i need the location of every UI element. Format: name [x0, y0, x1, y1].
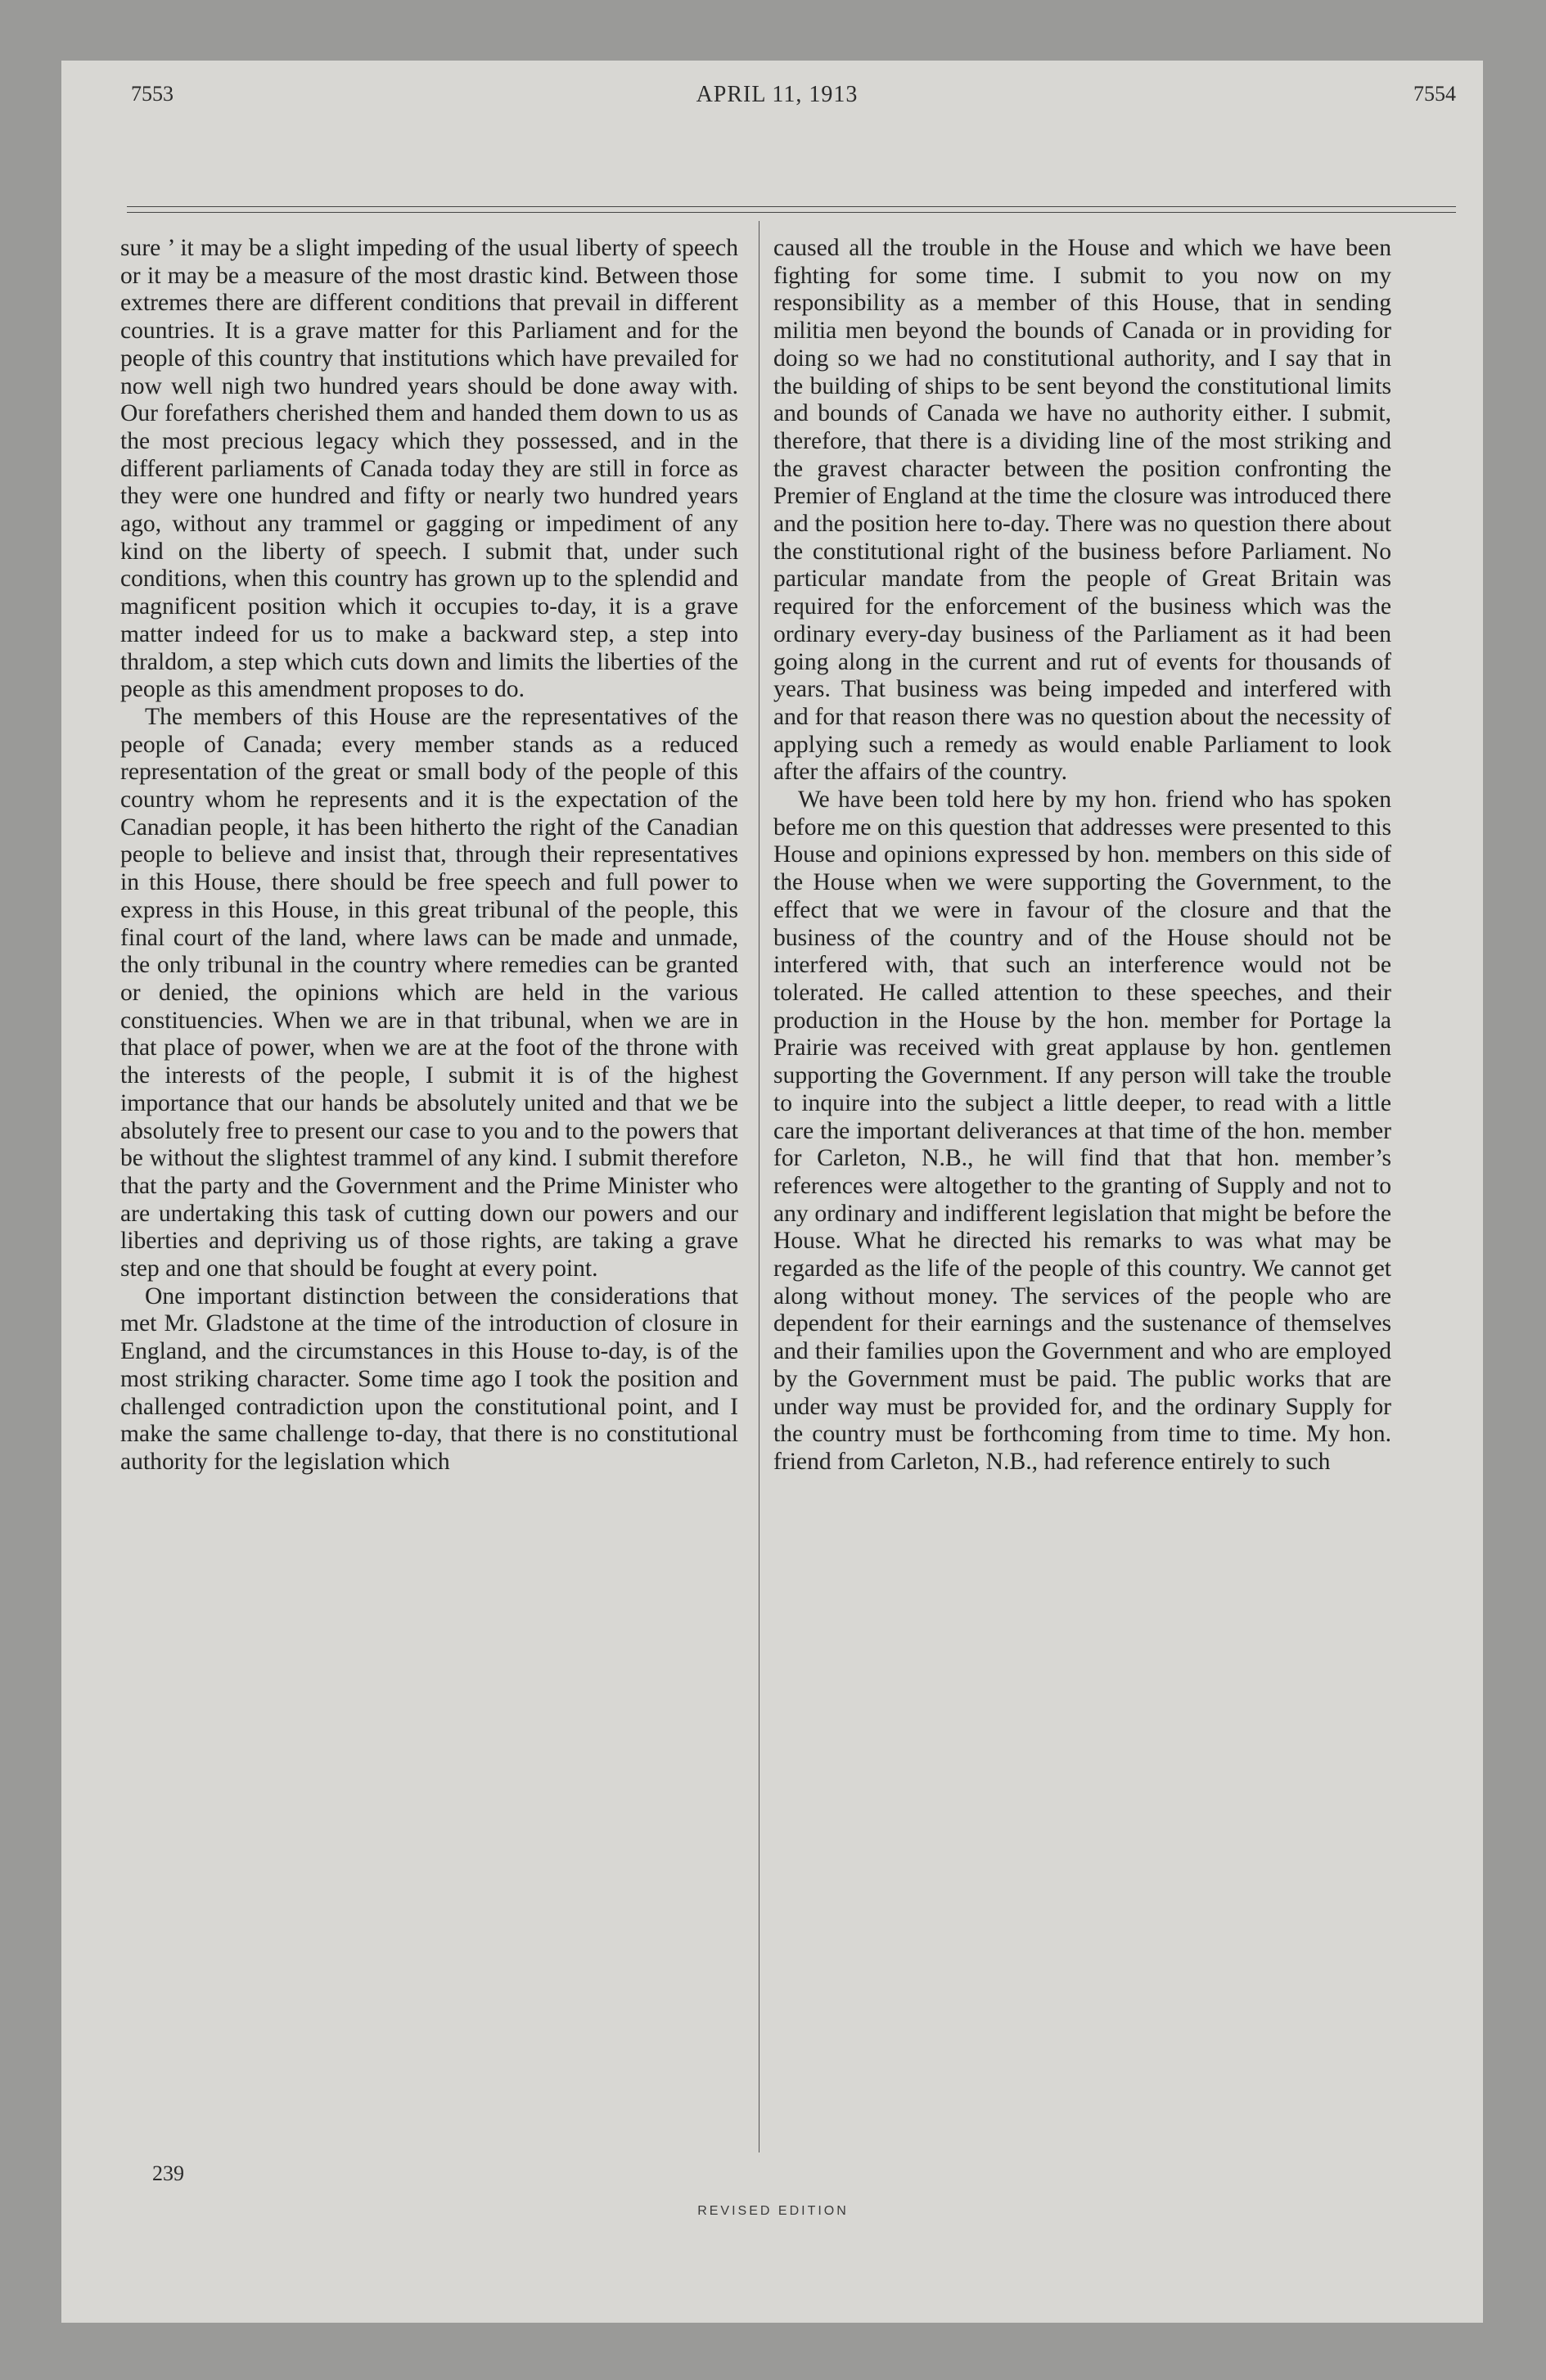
page-number-left: 7553 [131, 82, 174, 106]
left-column [120, 235, 738, 1476]
left-paragraph-2: The members of this House are the representatives of the people of Canada; every member stands as a reduced representation of the great or small body of the people of this country whom he represents and it is the expectation of the Canadian people, it has been hitherto the right of the Canadian people to believe and insist that, through their representatives in this House, there should be free speech and full power to express in this House, in this great tribunal of the people, this final court of the land, where laws can be made and unmade, the only tribunal in the country where remedies can be granted or denied, the opinions which are held in the various constituencies. When we are in that tribunal, when we are in that place of power, when we are at the foot of the throne with the interests of the people, I submit it is of the highest importance that our hands be absolutely united and that we be absolutely free to present our case to you and to the powers that be without the slightest trammel of any kind. I submit therefore that the party and the Government and the Prime Minister who are undertaking this task of cutting down our powers and our liberties and depriving us of those rights, are taking a grave step and one that should be fought at every point. [120, 703, 738, 1282]
signature-mark: 239 [152, 2161, 184, 2185]
left-paragraph-3: One important distinction between the considerations that met Mr. Gladstone at the time of the introduction of closure in England, and the circumstances in this House to-day, is of the most striking character. Some time ago I took the position and challenged contradiction upon the constitutional point, and I make the same challenge to-day, that there is no constitutional authority for the legislation which [120, 1282, 738, 1475]
left-paragraph-1: sure ’ it may be a slight impeding of the usual liberty of speech or it may be a measure of the most drastic kind. Between those extremes there are different conditions that prevail in different countries. It is a grave matter for this Parliament and for the people of this country that institutions which have prevailed for now well nigh two hundred years should be done away with. Our forefathers cherished them and handed them down to us as the most precious legacy which they possessed, and in the different parliaments of Canada today they are still in force as they were one hundred and fifty or nearly two hundred years ago, without any trammel or gagging or impediment of any kind on the liberty of speech. I submit that, under such conditions, when this country has grown up to the splendid and magnificent position which it occupies to-day, it is a grave matter indeed for us to make a backward step, a step into thraldom, a step which cuts down and limits the liberties of the people as this amendment proposes to do. [120, 235, 738, 703]
page-date: APRIL 11, 1913 [696, 82, 859, 107]
header-rule-top [127, 206, 1456, 207]
header-rule-bottom [127, 212, 1456, 213]
edition-footer: REVISED EDITION [697, 2204, 849, 2218]
right-paragraph-2: We have been told here by my hon. friend who has spoken before me on this question that addresses were presented to this House and opinions expressed by hon. members on this side of the House when we were supporting the Government, to the effect that we were in favour of the closure and that the business of the country and of the House should not be interfered with, that such an interference would not be tolerated. He called attention to these speeches, and their production in the House by the hon. member for Portage la Prairie was received with great applause by hon. gentlemen supporting the Government. If any person will take the trouble to inquire into the subject a little deeper, to read with a little care the important deliverances at that time of the hon. member for Carleton, N.B., he will find that that hon. member’s references were altogether to the granting of Supply and not to any ordinary and indifferent legislation that might be before the House. What he directed his remarks to was what may be regarded as the life of the people of this country. We cannot get along without money. The services of the people who are dependent for their earnings and the sustenance of themselves and their families upon the Government and who are employed by the Government must be paid. The public works that are under way must be provided for, and the ordinary Supply for the country must be forthcoming from time to time. My hon. friend from Carleton, N.B., had reference entirely to such [773, 787, 1391, 1475]
page-header [98, 82, 1456, 116]
right-column [773, 235, 1391, 1476]
right-paragraph-1: caused all the trouble in the House and which we have been fighting for some time. I submit to you now on my responsibility as a member of this House, that in sending militia men beyond the bounds of Canada or in providing for doing so we had no constitutional authority, and I say that in the building of ships to be sent beyond the constitutional limits and bounds of Canada we have no authority either. I submit, therefore, that there is a dividing line of the most striking and the gravest character between the position confronting the Premier of England at the time the closure was introduced there and the position here to-day. There was no question there about the constitutional right of the business before Parliament. No particular mandate from the people of Great Britain was required for the enforcement of the business which was the ordinary every-day business of the Parliament as it had been going along in the current and rut of events for thousands of years. That business was being impeded and interfered with and for that reason there was no question about the necessity of applying such a remedy as would enable Parliament to look after the affairs of the country. [773, 235, 1391, 786]
page-number-right: 7554 [1413, 82, 1456, 106]
